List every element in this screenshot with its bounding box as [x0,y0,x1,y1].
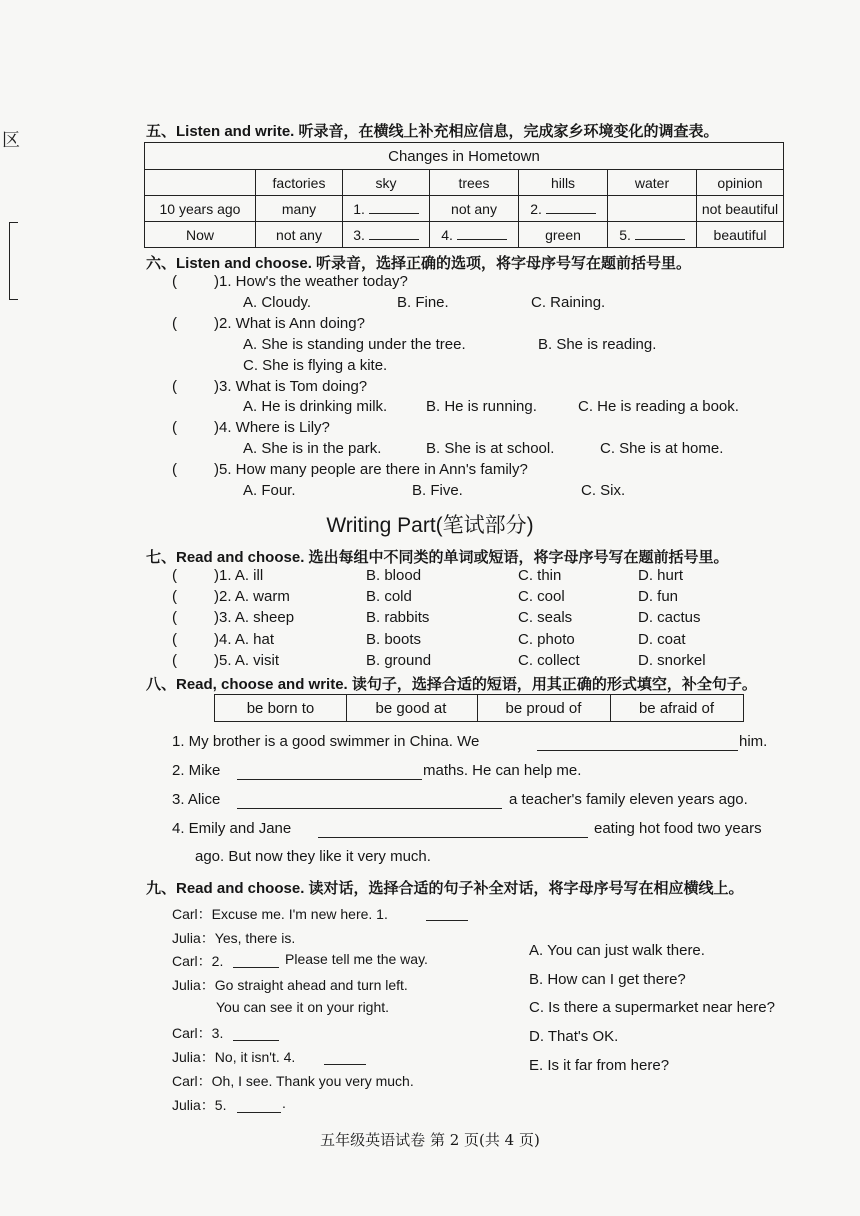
dialogue-option-a: A. You can just walk there. [529,942,705,959]
answer-bracket[interactable]: ( [172,461,177,478]
header-cell: trees [430,170,519,196]
choice-row-2-a: )2. A. warm [214,588,290,605]
section6-heading: 六、Listen and choose. 听录音，选择正确的选项，将字母序号写在题前括号里。 [146,255,692,272]
header-cell: hills [519,170,608,196]
answer-line-2[interactable] [237,779,422,780]
table-row [145,196,784,222]
blank-number: 2. [530,201,542,217]
answer-blank[interactable] [369,200,419,214]
dialogue-line-9-start: Julia：5. [172,1097,227,1113]
dialogue-line-1: Carl：Excuse me. I'm new here. 1. [172,906,388,922]
sentence-2-start: 2. Mike [172,762,221,779]
choice-row-4-b: B. boots [366,631,422,648]
option-b: B. He is running. [426,398,537,415]
option-a: A. He is drinking milk. [243,398,388,415]
table-cell: not any [430,196,519,222]
choice-row-4-a: )4. A. hat [214,631,275,648]
header-cell: opinion [697,170,784,196]
writing-part-title: Writing Part(笔试部分) [326,514,534,537]
dialogue-line-6: Carl：3. [172,1025,224,1041]
sentence-3-start: 3. Alice [172,791,221,808]
option-a: A. She is in the park. [243,440,382,457]
choice-row-5-b: B. ground [366,652,432,669]
header-cell: factories [256,170,343,196]
question-1: )1. How's the weather today? [214,273,408,290]
option-c: C. She is flying a kite. [243,357,388,374]
dialogue-blank-4[interactable] [324,1064,366,1065]
answer-bracket[interactable]: ( [172,378,177,395]
table-row [145,222,784,248]
sentence-2-end: maths. He can help me. [423,762,582,779]
choice-row-3-b: B. rabbits [366,609,430,626]
answer-bracket[interactable]: ( [172,315,177,332]
answer-line-3[interactable] [237,808,502,809]
sentence-3-end: a teacher's family eleven years ago. [509,791,748,808]
table-cell: 10 years ago [145,196,256,222]
option-b: B. Five. [412,482,463,499]
question-4: )4. Where is Lily? [214,419,330,436]
blank-cell-2[interactable] [519,196,608,222]
table-cell: many [256,196,343,222]
blank-number: 3. [353,227,365,243]
choice-row-1-c: C. thin [518,567,562,584]
option-c: C. Raining. [531,294,606,311]
option-a: A. She is standing under the tree. [243,336,466,353]
option-c: C. Six. [581,482,626,499]
answer-bracket[interactable]: ( [172,567,177,584]
dialogue-line-2: Julia：Yes, there is. [172,930,296,946]
section7-heading: 七、Read and choose. 选出每组中不同类的单词或短语，将字母序号写在题前括号里。 [146,549,729,566]
blank-number: 5. [619,227,631,243]
hometown-table [144,142,784,248]
choice-row-5-a: )5. A. visit [214,652,280,669]
sentence-4-continued: ago. But now they like it very much. [195,848,431,865]
option-b: B. She is at school. [426,440,555,457]
choice-row-2-c: C. cool [518,588,565,605]
answer-line-4[interactable] [318,837,588,838]
blank-cell-5[interactable] [608,222,697,248]
dialogue-blank-1[interactable] [426,920,468,921]
phrase-option-3: be proud of [477,694,611,722]
dialogue-line-4: Julia：Go straight ahead and turn left. [172,977,408,993]
option-c: C. She is at home. [600,440,724,457]
choice-row-3-a: )3. A. sheep [214,609,295,626]
answer-line-1[interactable] [537,750,738,751]
table-cell: not beautiful [697,196,784,222]
sentence-1-start: 1. My brother is a good swimmer in China. We [172,733,480,750]
section9-heading: 九、Read and choose. 读对话，选择合适的句子补全对话，将字母序号写在相应横线上。 [146,880,744,897]
choice-row-1-b: B. blood [366,567,422,584]
choice-row-5-c: C. collect [518,652,580,669]
header-cell [145,170,256,196]
blank-number: 4. [441,227,453,243]
dialogue-option-e: E. Is it far from here? [529,1057,670,1074]
answer-blank[interactable] [457,226,507,240]
blank-cell-1[interactable] [343,196,430,222]
header-cell: sky [343,170,430,196]
choice-row-4-d: D. coat [638,631,686,648]
question-2: )2. What is Ann doing? [214,315,365,332]
blank-number: 1. [353,201,365,217]
dialogue-line-8: Carl：Oh, I see. Thank you very much. [172,1073,414,1089]
table-header-row [145,170,784,196]
option-a: A. Cloudy. [243,294,312,311]
answer-bracket[interactable]: ( [172,652,177,669]
option-b: B. Fine. [397,294,449,311]
section8-heading: 八、Read, choose and write. 读句子，选择合适的短语，用其正确的形式填空，补全句子。 [146,676,757,693]
table-cell: green [519,222,608,248]
phrase-option-2: be good at [345,694,478,722]
dialogue-line-3-end: Please tell me the way. [285,951,428,967]
sentence-4-start: 4. Emily and Jane [172,820,292,837]
page-footer: 五年级英语试卷 第 2 页(共 4 页) [320,1131,540,1149]
blank-cell-3[interactable] [343,222,430,248]
blank-cell-4[interactable] [430,222,519,248]
binding-bracket [9,222,18,300]
phrase-option-1: be born to [214,694,347,722]
dialogue-line-3-start: Carl：2. [172,953,224,969]
answer-blank[interactable] [369,226,419,240]
question-5: )5. How many people are there in Ann's family? [214,461,528,478]
answer-blank[interactable] [546,200,596,214]
dialogue-option-d: D. That's OK. [529,1028,619,1045]
choice-row-1-a: )1. A. ill [214,567,264,584]
answer-bracket[interactable]: ( [172,631,177,648]
option-c: C. He is reading a book. [578,398,739,415]
dialogue-blank-5[interactable] [237,1112,281,1113]
table-cell: not any [256,222,343,248]
table-title: Changes in Hometown [145,143,784,170]
sentence-1-end: him. [739,733,768,750]
dialogue-option-c: C. Is there a supermarket near here? [529,999,775,1016]
choice-row-4-c: C. photo [518,631,575,648]
phrase-option-4: be afraid of [610,694,744,722]
option-a: A. Four. [243,482,296,499]
dialogue-line-7: Julia：No, it isn't. 4. [172,1049,296,1065]
dialogue-line-9-end: . [282,1095,286,1111]
margin-mark: 区 [2,130,20,151]
choice-row-3-c: C. seals [518,609,573,626]
sentence-4-end: eating hot food two years [594,820,762,837]
section5-heading: 五、Listen and write. 听录音，在横线上补充相应信息，完成家乡环境变化的调查表。 [146,123,719,140]
choice-row-3-d: D. cactus [638,609,701,626]
answer-blank[interactable] [635,226,685,240]
dialogue-line-5: You can see it on your right. [216,999,390,1015]
choice-row-1-d: D. hurt [638,567,684,584]
choice-row-5-d: D. snorkel [638,652,706,669]
question-3: )3. What is Tom doing? [214,378,368,395]
header-cell: water [608,170,697,196]
table-cell: beautiful [697,222,784,248]
table-cell: Now [145,222,256,248]
dialogue-blank-2[interactable] [233,967,279,968]
answer-bracket[interactable]: ( [172,419,177,436]
option-b: B. She is reading. [538,336,657,353]
choice-row-2-d: D. fun [638,588,679,605]
answer-bracket[interactable]: ( [172,273,177,290]
answer-bracket[interactable]: ( [172,588,177,605]
answer-bracket[interactable]: ( [172,609,177,626]
dialogue-blank-3[interactable] [233,1040,279,1041]
dialogue-option-b: B. How can I get there? [529,971,686,988]
table-cell [608,196,697,222]
choice-row-2-b: B. cold [366,588,412,605]
